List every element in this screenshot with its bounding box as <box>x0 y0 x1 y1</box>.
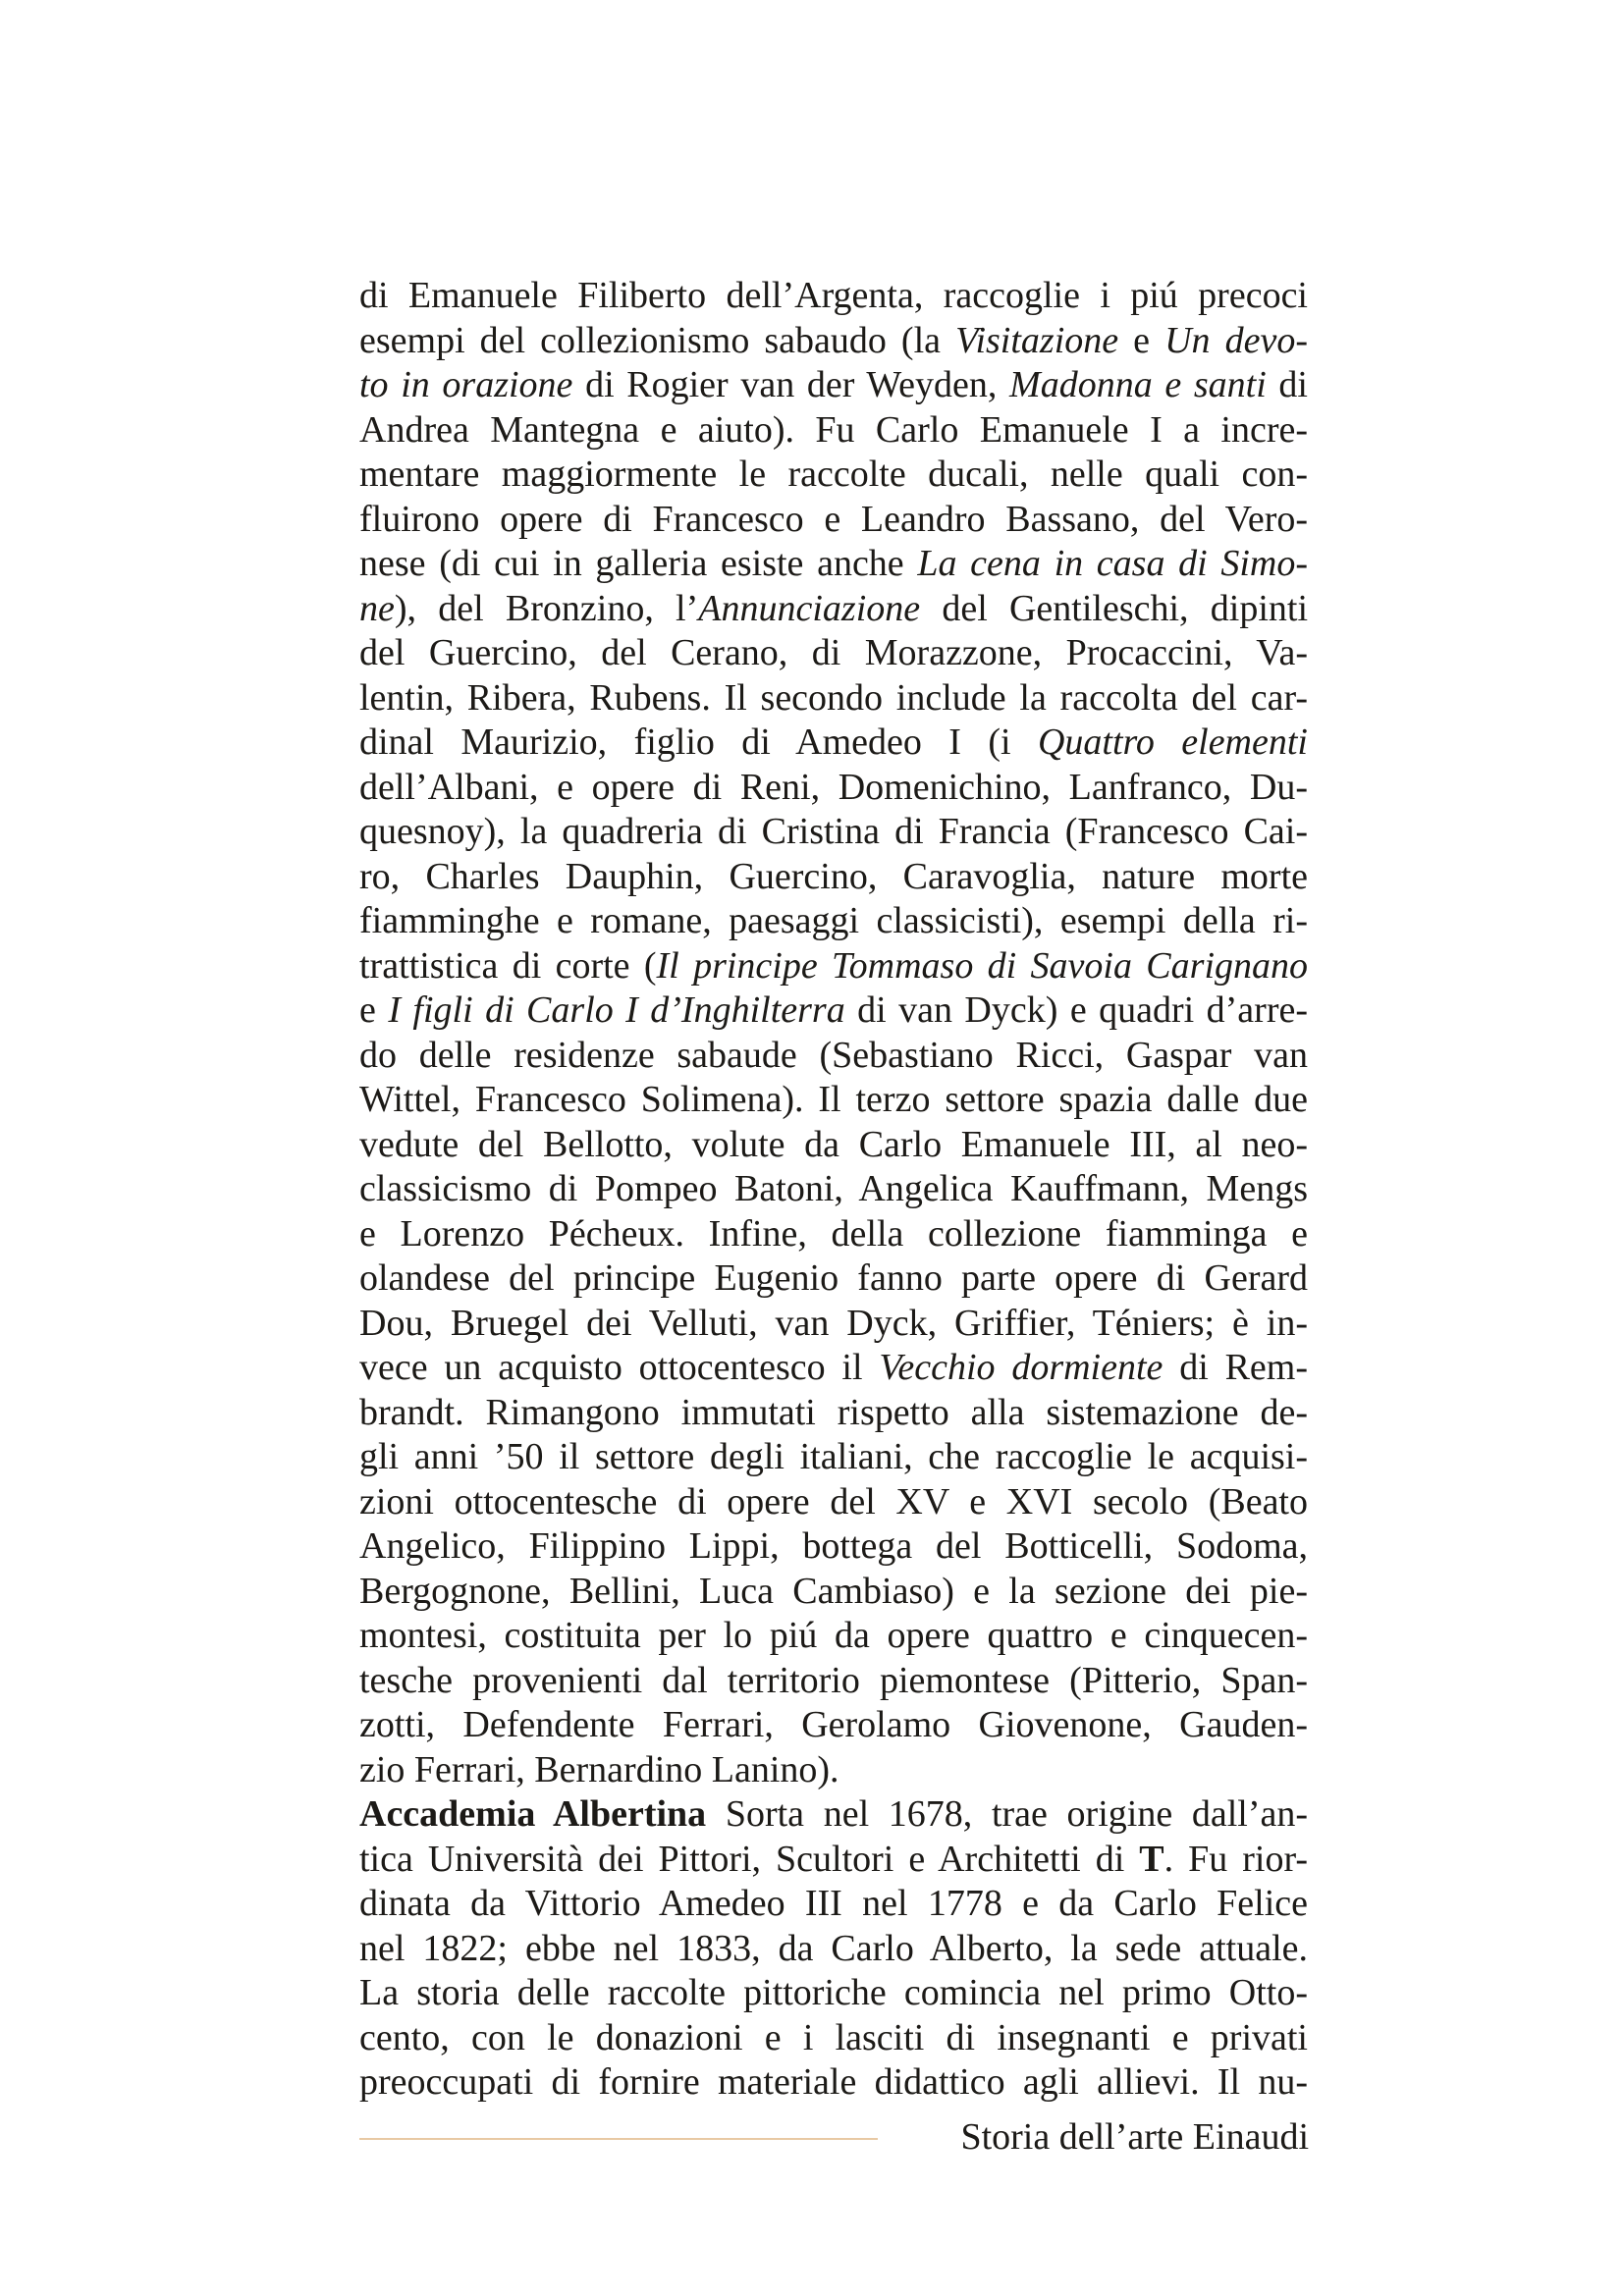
text-run: quesnoy), la quadreria di Cristina di Francia (Francesco Cai- <box>359 811 1308 852</box>
italic-title: to in orazione <box>359 364 573 405</box>
text-line <box>359 1838 1308 1883</box>
text-run: di Rem- <box>1163 1347 1308 1388</box>
italic-title: Vecchio dormiente <box>879 1347 1163 1388</box>
footer-title: Storia dell’arte Einaudi <box>960 2116 1309 2158</box>
text-run: trattistica di corte ( <box>359 944 657 987</box>
text-line <box>359 899 1308 944</box>
text-run: di van Dyck) e quadri d’arre- <box>844 989 1308 1031</box>
body-text <box>359 274 1308 2106</box>
footer-rule <box>359 2138 878 2140</box>
text-run: fluirono opere di Francesco e Leandro Bassano, del Vero- <box>359 498 1308 540</box>
text-run: cento, con le donazioni e i lasciti di insegnanti e privati <box>359 2016 1308 2058</box>
text-line <box>359 1971 1308 2016</box>
text-line <box>359 810 1308 855</box>
text-run: vece un acquisto ottocentesco il <box>359 1347 880 1388</box>
text-line <box>359 498 1308 543</box>
text-line <box>359 1614 1308 1659</box>
text-run: del Gentileschi, dipinti <box>920 587 1309 629</box>
text-run: do delle residenze sabaude (Sebastiano Ricci, Gaspar van <box>359 1034 1308 1076</box>
text-run: zotti, Defendente Ferrari, Gerolamo Giovenone, Gauden- <box>359 1704 1308 1745</box>
text-line <box>359 1302 1308 1347</box>
text-line <box>359 1748 1308 1793</box>
text-run: Angelico, Filippino Lippi, bottega del Botticelli, Sodoma, <box>359 1525 1308 1567</box>
text-run: Andrea Mantegna e aiuto). Fu Carlo Emanuele I a incre- <box>359 408 1308 451</box>
text-line <box>359 1570 1308 1615</box>
text-line <box>359 766 1308 811</box>
text-run: mentare maggiormente le raccolte ducali, nelle quali con- <box>359 454 1308 495</box>
text-run: di <box>1266 364 1308 405</box>
text-run: gli anni ’50 il settore degli italiani, che raccoglie le acquisi- <box>359 1436 1308 1477</box>
text-line <box>359 1703 1308 1748</box>
text-line <box>359 1212 1308 1257</box>
text-line <box>359 453 1308 498</box>
text-run: nel 1822; ebbe nel 1833, da Carlo Alberto, la sede attuale. <box>359 1927 1308 1969</box>
italic-title: Quattro elementi <box>1037 721 1308 763</box>
italic-title: Un devo- <box>1164 319 1308 361</box>
text-line <box>359 1346 1308 1391</box>
text-run: di Emanuele Filiberto dell’Argenta, raccoglie i piú precoci <box>359 275 1308 316</box>
text-line <box>359 363 1308 408</box>
text-run: olandese del principe Eugenio fanno parte opere di Gerard <box>359 1257 1308 1299</box>
text-run: vedute del Bellotto, volute da Carlo Emanuele III, al neo- <box>359 1123 1308 1165</box>
text-line <box>359 542 1308 587</box>
italic-title: Visitazione <box>955 319 1119 361</box>
text-run: zioni ottocentesche di opere del XV e XVI secolo (Beato <box>359 1480 1308 1522</box>
text-run: La storia delle raccolte pittoriche comincia nel primo Otto- <box>359 1972 1308 2013</box>
text-run: nese (di cui in galleria esiste anche <box>359 543 918 584</box>
text-line <box>359 1123 1308 1168</box>
text-run: e <box>1118 319 1165 361</box>
text-run: ), del Bronzino, l’ <box>394 587 699 629</box>
text-line <box>359 855 1308 900</box>
text-run: preoccupati di fornire materiale didattico agli allievi. Il nu- <box>359 2061 1308 2103</box>
text-line <box>359 1391 1308 1436</box>
text-line <box>359 1882 1308 1927</box>
text-run: dinata da Vittorio Amedeo III nel 1778 e da Carlo Felice <box>359 1883 1308 1924</box>
italic-title: La cena in casa di Simo- <box>917 543 1308 584</box>
text-run: Dou, Bruegel dei Velluti, van Dyck, Griffier, Téniers; è in- <box>359 1302 1308 1344</box>
text-line <box>359 988 1308 1034</box>
text-run: e <box>359 989 389 1031</box>
text-run: tica Università dei Pittori, Scultori e Architetti di <box>359 1838 1140 1880</box>
italic-title: I figli di Carlo I d’Inghilterra <box>388 989 845 1031</box>
text-run: . Fu rior- <box>1163 1838 1308 1880</box>
italic-title: ne <box>359 587 395 629</box>
text-run: classicismo di Pompeo Batoni, Angelica Kauffmann, Mengs <box>359 1168 1308 1209</box>
text-line <box>359 1034 1308 1079</box>
text-run: fiamminghe e romane, paesaggi classicisti), esempi della ri- <box>359 900 1308 941</box>
text-line <box>359 408 1308 454</box>
text-run: zio Ferrari, Bernardino Lanino). <box>359 1748 839 1790</box>
text-line <box>359 944 1308 989</box>
bold-heading: T <box>1139 1838 1164 1880</box>
text-line <box>359 1480 1308 1525</box>
text-line <box>359 2060 1308 2106</box>
text-run: lentin, Ribera, Rubens. Il secondo include la raccolta del car- <box>359 676 1308 719</box>
text-run: montesi, costituita per lo piú da opere quattro e cinquecen- <box>359 1615 1308 1656</box>
text-run: Bergognone, Bellini, Luca Cambiaso) e la sezione dei pie- <box>359 1570 1308 1612</box>
text-line <box>359 1167 1308 1212</box>
italic-title: Il principe Tommaso di Savoia Carignano <box>656 944 1309 987</box>
text-line <box>359 1927 1308 1972</box>
text-run: Sorta nel 1678, trae origine dall’an- <box>706 1793 1308 1835</box>
text-line <box>359 1435 1308 1480</box>
text-run: brandt. Rimangono immutati rispetto alla sistemazione de- <box>359 1391 1308 1433</box>
bold-heading: Accademia Albertina <box>359 1793 707 1835</box>
text-line <box>359 676 1308 721</box>
text-run: esempi del collezionismo sabaudo (la <box>359 319 956 361</box>
text-line <box>359 721 1308 766</box>
text-run: del Guercino, del Cerano, di Morazzone, Procaccini, Va- <box>359 632 1308 673</box>
text-run: ro, Charles Dauphin, Guercino, Caravoglia, nature morte <box>359 855 1308 897</box>
text-line <box>359 1659 1308 1704</box>
text-run: di Rogier van der Weyden, <box>572 364 1010 405</box>
text-line <box>359 1524 1308 1570</box>
text-line <box>359 274 1308 319</box>
italic-title: Annunciazione <box>698 587 921 629</box>
text-line <box>359 1078 1308 1123</box>
text-line <box>359 1792 1308 1838</box>
italic-title: Madonna e santi <box>1009 364 1267 405</box>
text-run: Wittel, Francesco Solimena). Il terzo settore spazia dalle due <box>359 1079 1308 1120</box>
text-line <box>359 319 1308 364</box>
text-line <box>359 587 1308 632</box>
text-run: e Lorenzo Pécheux. Infine, della collezione fiamminga e <box>359 1212 1308 1255</box>
text-run: dell’Albani, e opere di Reni, Domenichino, Lanfranco, Du- <box>359 766 1308 808</box>
text-run: tesche provenienti dal territorio piemontese (Pitterio, Span- <box>359 1659 1308 1701</box>
text-line <box>359 1256 1308 1302</box>
text-line <box>359 2016 1308 2061</box>
text-run: dinal Maurizio, figlio di Amedeo I (i <box>359 721 1038 763</box>
text-line <box>359 631 1308 676</box>
